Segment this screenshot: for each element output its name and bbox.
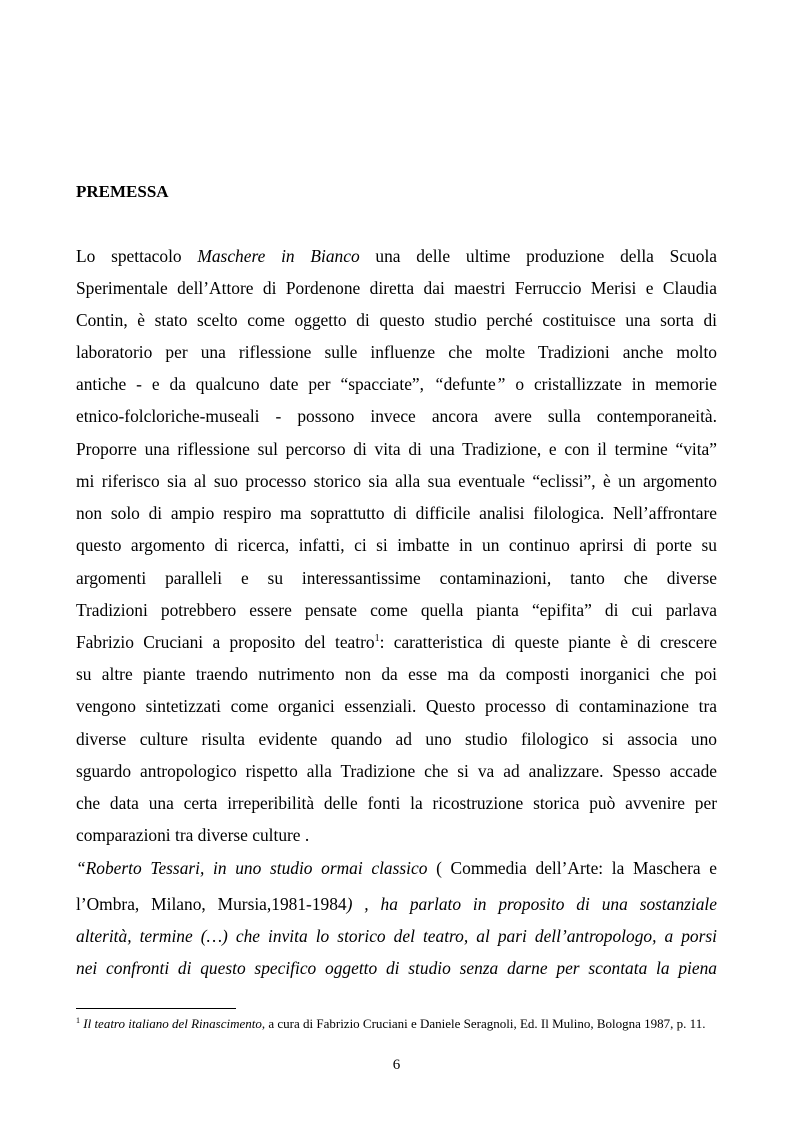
text-line: Lo spettacolo Maschere in Bianco una delle ultime produzione della Scuola <box>76 246 717 266</box>
text-line: questo argomento di ricerca, infatti, ci si imbatte in un continuo aprirsi di porte su <box>76 535 717 555</box>
text-line: argomenti paralleli e su interessantissime contaminazioni, tanto che diverse <box>76 568 717 588</box>
text-line: Fabrizio Cruciani a proposito del teatro$^1$: caratteristica di queste piante è di crescere <box>76 632 717 652</box>
text-line: antiche - e da qualcuno date per “spacciate”, “defunte” o cristallizzate in memorie <box>76 374 717 394</box>
text-line: su altre piante traendo nutrimento non da esse ma da composti inorganici che poi <box>76 664 717 684</box>
text-line: che data una certa irreperibilità delle fonti la ricostruzione storica può avvenire per <box>76 793 717 813</box>
text-line: non solo di ampio respiro ma soprattutto di difficile analisi filologica. Nell’affrontare <box>76 503 717 523</box>
text-line: comparazioni tra diverse culture . <box>76 825 310 845</box>
text-line: alterità, termine (…) che invita lo storico del teatro, al pari dell’antropologo, a porsi <box>76 926 717 946</box>
page-number: 6 <box>392 1057 401 1073</box>
text-line: etnico-folcloriche-museali - possono invece ancora avere sulla contemporaneità. <box>76 406 717 426</box>
section-heading: PREMESSA <box>76 182 169 201</box>
text-line: Contin, è stato scelto come oggetto di questo studio perché costituisce una sorta di <box>76 310 717 330</box>
text-line: vengono sintetizzati come organici essenziali. Questo processo di contaminazione tra <box>76 696 717 716</box>
text-line: sguardo antropologico rispetto alla Tradizione che si va ad analizzare. Spesso accade <box>76 761 717 781</box>
footnote-separator <box>76 1008 236 1009</box>
text-line: “Roberto Tessari, in uno studio ormai classico ( Commedia dell’Arte: la Maschera e <box>76 858 717 878</box>
text-line: l’Ombra, Milano, Mursia,1981-1984) , ha parlato in proposito di una sostanziale <box>76 894 717 914</box>
text-line: nei confronti di questo specifico oggetto di studio senza darne per scontata la piena <box>76 958 717 978</box>
text-line: Proporre una riflessione sul percorso di vita di una Tradizione, e con il termine “vita” <box>76 439 717 459</box>
text-line: diverse culture risulta evidente quando ad uno studio filologico si associa uno <box>76 729 717 749</box>
text-line: Sperimentale dell’Attore di Pordenone diretta dai maestri Ferruccio Merisi e Claudia <box>76 278 717 298</box>
text-line: laboratorio per una riflessione sulle influenze che molte Tradizioni anche molto <box>76 342 717 362</box>
footnote: $^1$ Il teatro italiano del Rinascimento, a cura di Fabrizio Cruciani e Daniele Seragnoli, Ed. Il Mulino, Bologna 1987, p. 11. <box>76 1016 706 1031</box>
text-line: Tradizioni potrebbero essere pensate come quella pianta “epifita” di cui parlava <box>76 600 717 620</box>
text-line: mi riferisco sia al suo processo storico sia alla sua eventuale “eclissi”, è un argomento <box>76 471 717 491</box>
